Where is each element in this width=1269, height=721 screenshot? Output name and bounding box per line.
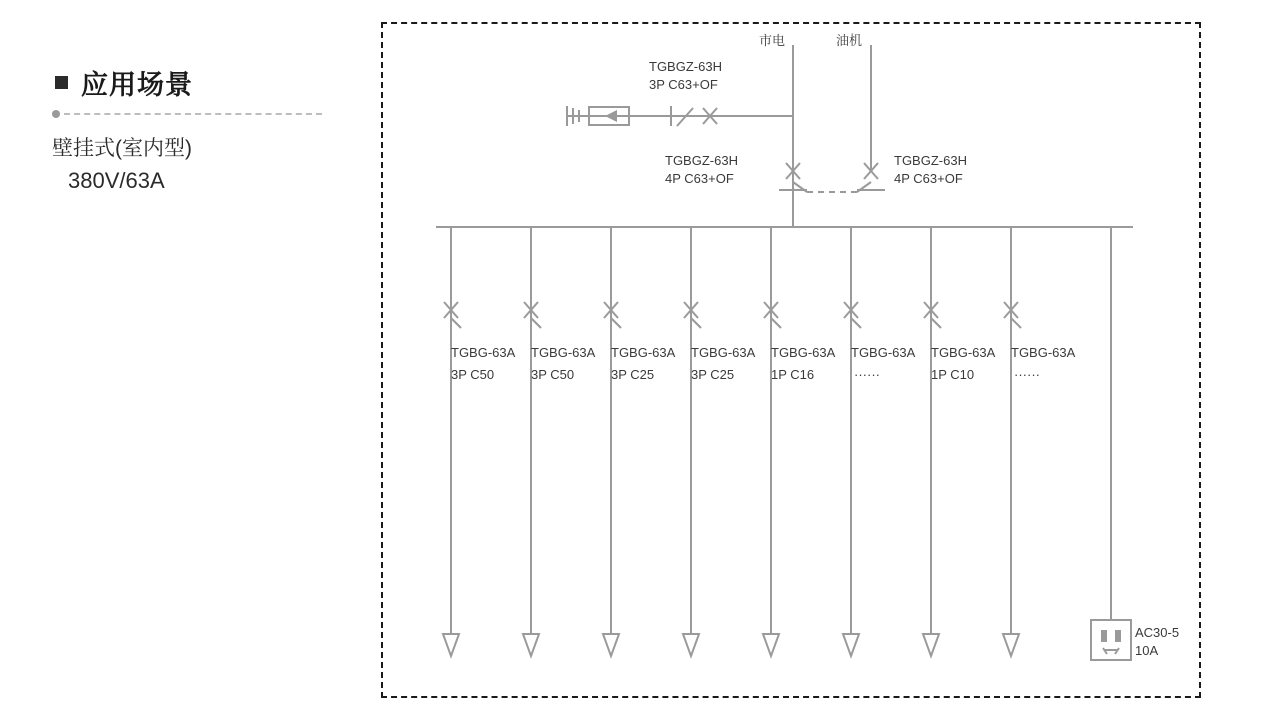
branch-4-model: TGBG-63A — [691, 345, 756, 360]
branch-2-spec: 3P C50 — [531, 367, 575, 382]
label-ats-right-model: TGBGZ-63H — [894, 153, 967, 168]
divider-dashed-line — [64, 113, 322, 115]
branch-7-model: TGBG-63A — [931, 345, 996, 360]
voltage-label: 380V/63A — [68, 168, 165, 193]
label-ats-left-spec: 4P C63+OF — [665, 171, 734, 186]
socket-rating: 10A — [1135, 643, 1159, 658]
label-ats-right-spec: 4P C63+OF — [894, 171, 963, 186]
branch-6-model: TGBG-63A — [851, 345, 916, 360]
branch-5-spec: 1P C16 — [771, 367, 815, 382]
divider-dot-icon — [52, 110, 60, 118]
square-bullet-icon — [55, 76, 68, 89]
page-title-text: 应用场景 — [81, 70, 193, 100]
label-main-breaker-spec: 3P C63+OF — [649, 77, 718, 92]
subtitle: 壁挂式(室内型) — [52, 137, 192, 160]
branch-3-model: TGBG-63A — [611, 345, 676, 360]
left-panel — [0, 0, 360, 721]
branch-1-model: TGBG-63A — [451, 345, 516, 360]
branch-2-model: TGBG-63A — [531, 345, 596, 360]
label-main-breaker-model: TGBGZ-63H — [649, 59, 722, 74]
branch-3-spec: 3P C25 — [611, 367, 655, 382]
label-mains: 市电 — [759, 33, 786, 48]
branch-5-model: TGBG-63A — [771, 345, 836, 360]
label-ats-left-model: TGBGZ-63H — [665, 153, 738, 168]
branch-4-spec: 3P C25 — [691, 367, 735, 382]
branch-6-spec: ······ — [854, 367, 880, 382]
socket-model: AC30-5 — [1135, 625, 1180, 640]
branch-8-model: TGBG-63A — [1011, 345, 1076, 360]
branch-7-spec: 1P C10 — [931, 367, 975, 382]
branch-1-spec: 3P C50 — [451, 367, 495, 382]
branch-8-spec: ······ — [1014, 367, 1040, 382]
diagram-labels — [381, 22, 1201, 698]
page-title — [55, 63, 193, 102]
divider — [52, 108, 322, 120]
label-generator: 油机 — [836, 33, 863, 48]
